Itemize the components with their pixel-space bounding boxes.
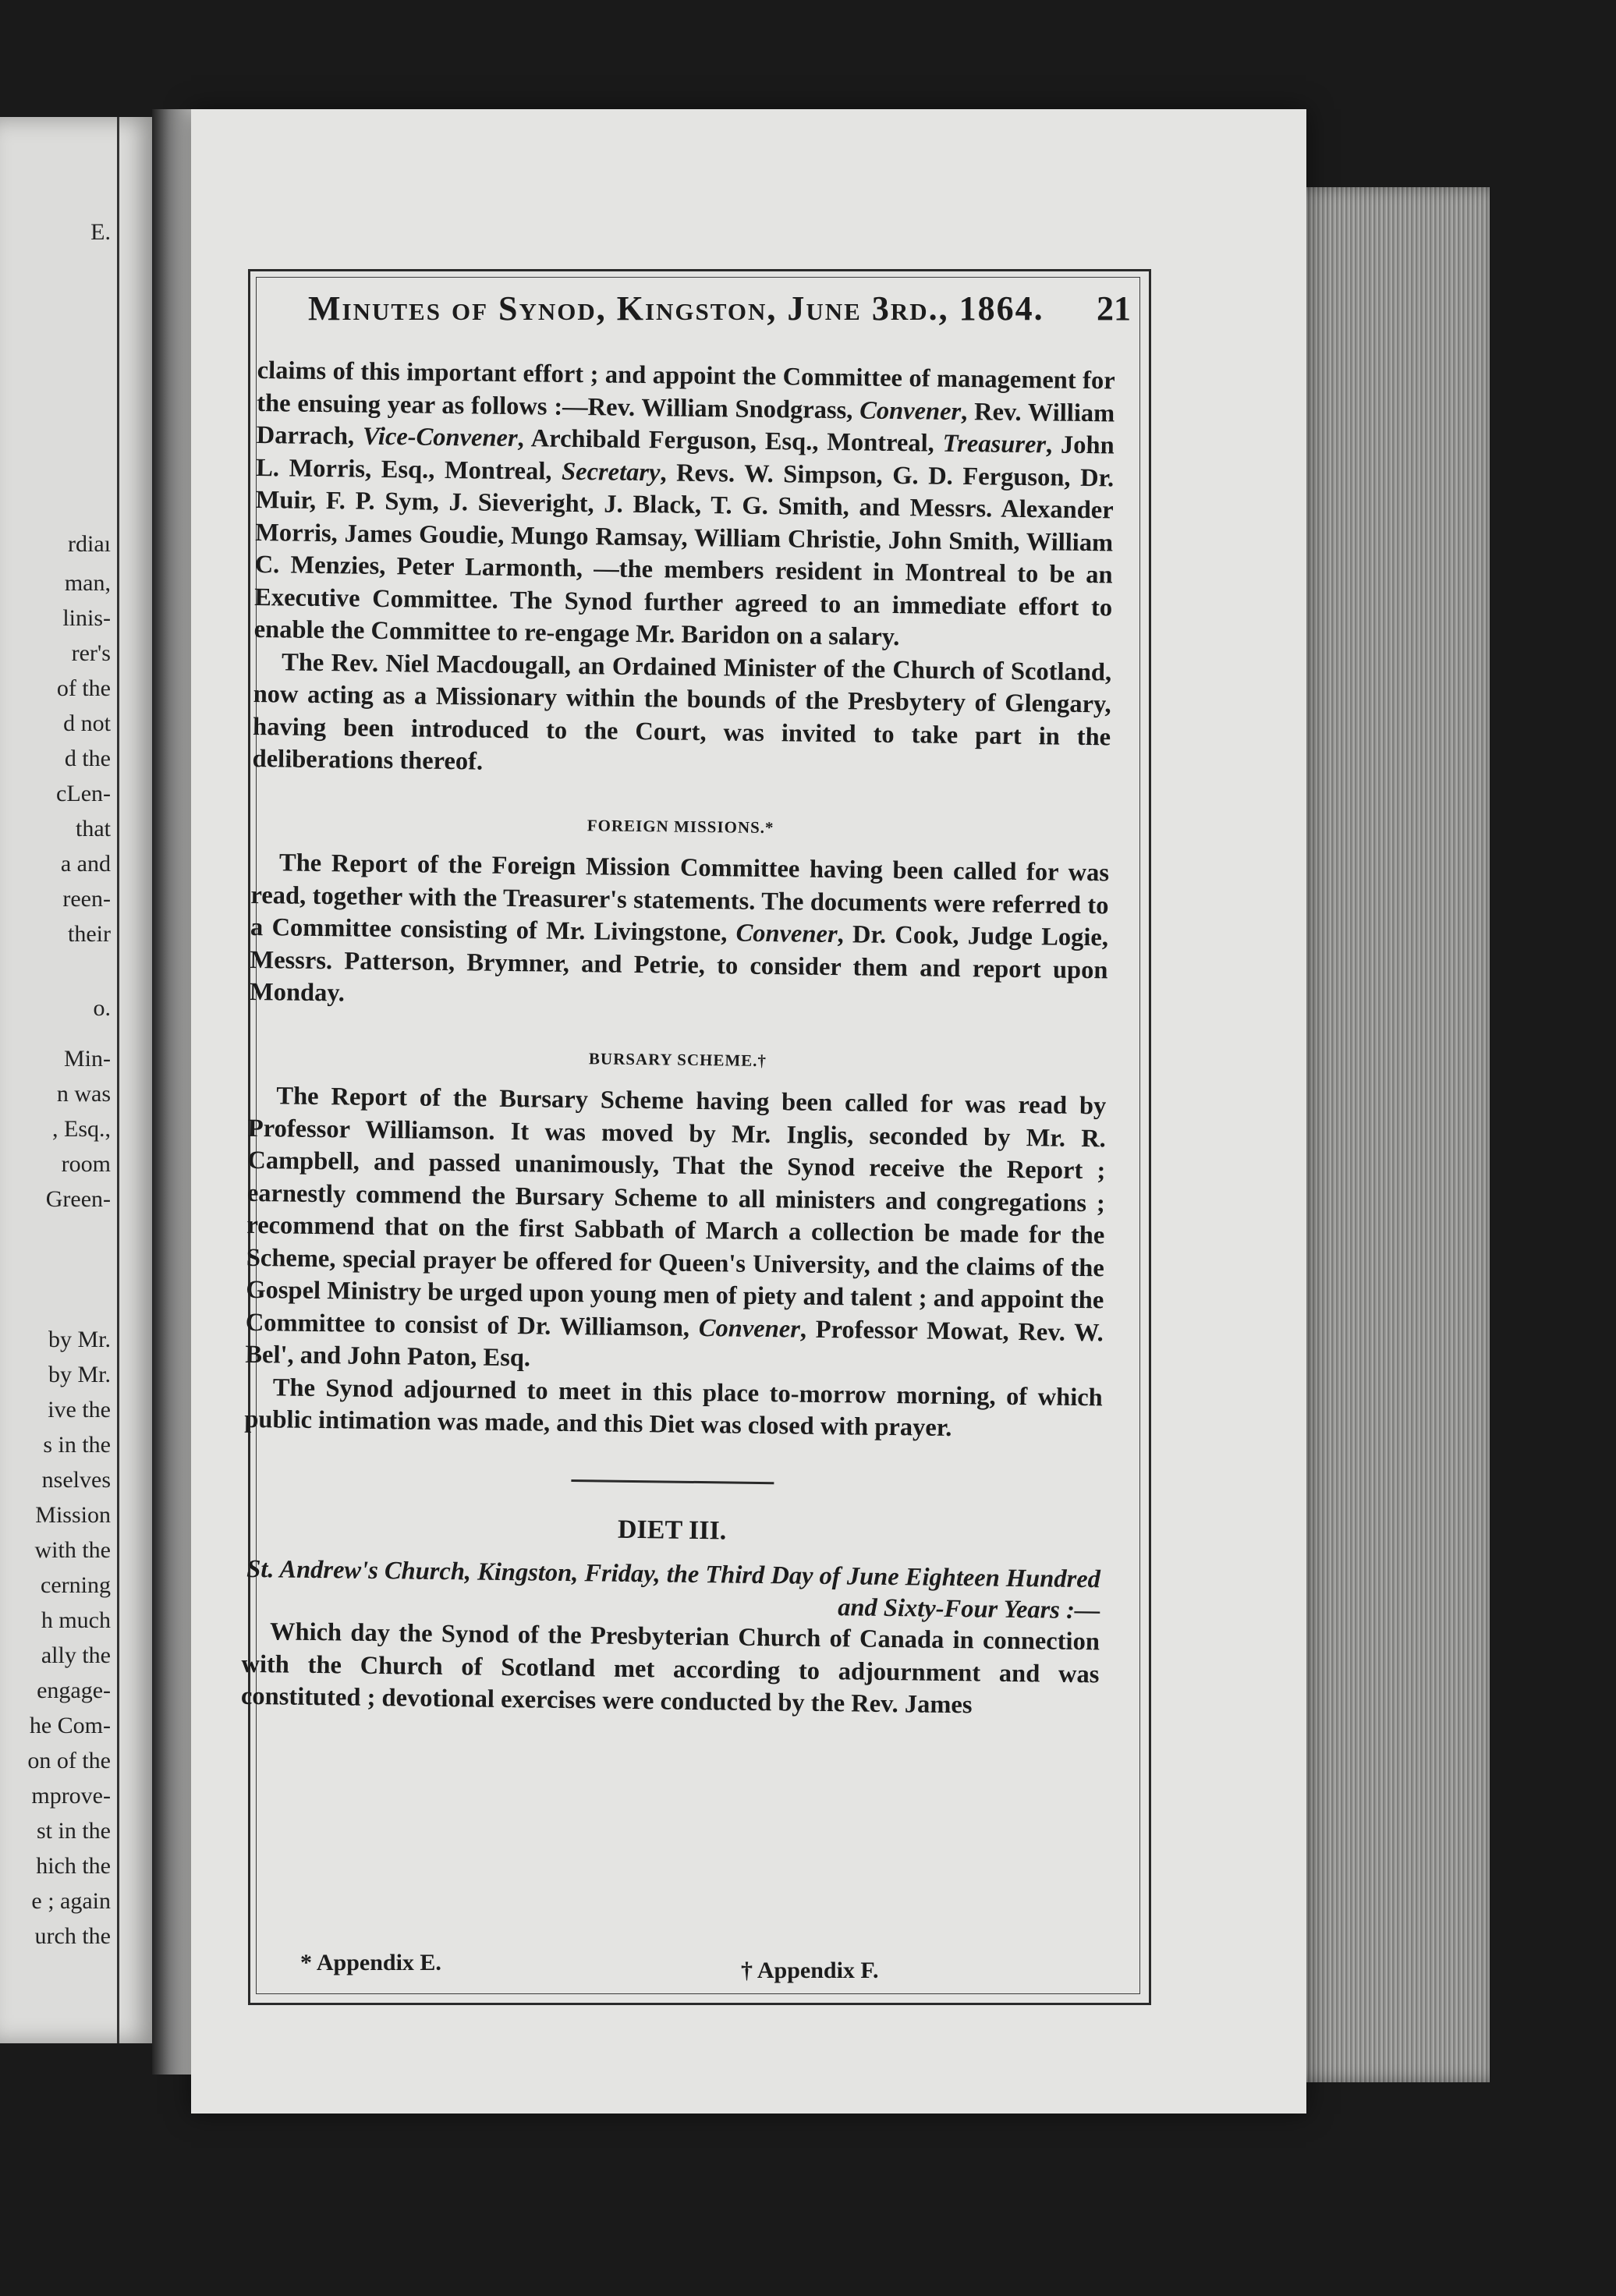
left-page-line: linis-	[62, 605, 111, 631]
paragraph-macdougall: The Rev. Niel Macdougall, an Ordained Minister of the Church of Scotland, now acting as a Missionary within the bounds of the Presbytery of Glengary, having been introduced to the Court, was invited to take part in the deliberations thereof.	[252, 647, 1112, 776]
left-page-line: nselves	[41, 1467, 111, 1493]
paragraph-foreign-missions: The Report of the Foreign Mission Committee having been called for was read, together with the Treasurer's statements. The documents were referred to a Committee consisting of Mr. Livingstone, Convener, Dr. Cook, Judge Logie, Messrs. Patterson, Brymner, and Petrie, to consider them and report upon Monday.	[249, 849, 1110, 1008]
left-page-line: by Mr.	[48, 1362, 111, 1387]
book-page-edge	[1287, 187, 1490, 2082]
left-page-line: he Com-	[29, 1713, 111, 1738]
page-body	[241, 355, 1115, 1724]
heading-foreign-missions: FOREIGN MISSIONS.*	[587, 815, 774, 837]
left-page-line: n was	[56, 1081, 111, 1107]
running-head: Minutes of Synod, Kingston, June 3rd., 1864.	[308, 289, 1044, 328]
left-page-line: that	[76, 816, 111, 842]
left-page-line: their	[68, 921, 111, 947]
book-gutter	[152, 109, 195, 2075]
left-page-line: e ; again	[31, 1888, 111, 1914]
heading-bursary-scheme: BURSARY SCHEME.†	[588, 1048, 767, 1070]
diet-title: DIET III.	[617, 1515, 727, 1545]
left-page-line: o.	[93, 995, 111, 1021]
section-divider	[571, 1479, 774, 1484]
diet-subtitle: St. Andrew's Church, Kingston, Friday, the Third Day of June Eighteen Hundred and Sixty-Four Years :—	[246, 1554, 1101, 1625]
left-page-line: by Mr.	[48, 1327, 111, 1352]
left-page-fragment	[0, 117, 156, 2043]
left-page-line: Min-	[64, 1046, 111, 1072]
left-page-line: cLen-	[56, 781, 111, 806]
paragraph-bursary-scheme: The Report of the Bursary Scheme having been called for was read by Professor Williamson. It was moved by Mr. Inglis, seconded by Mr. R. Campbell, and passed unanimously, That the Synod receive the Report ; earnestly commend the Bursary Scheme to all ministers and congregations ; recommend that on the first Sabbath of March a collection be made for the Scheme, special prayer be offered for Queen's University, and the claims of the Gospel Ministry be urged upon young men of piety and talent ; and appoint the Committee to consist of Dr. Williamson, Convener, Professor Mowat, Rev. W. Bel', and John Paton, Esq.	[245, 1082, 1107, 1373]
left-page-line: Mission	[35, 1502, 111, 1528]
left-page-line: rer's	[71, 640, 111, 666]
left-page-line: urch the	[34, 1923, 111, 1949]
left-page-line: hich the	[36, 1853, 111, 1879]
paragraph-committee: claims of this important effort ; and appoint the Committee of management for the ensuing year as follows :—Rev. William Snodgrass, Convener, Rev. William Darrach, Vice-Convener, Archibald Ferguson, Esq., Montreal, Treasurer, John L. Morris, Esq., Montreal, Secretary, Revs. W. Simpson, G. D. Ferguson, Dr. Muir, F. P. Sym, J. Sieveright, J. Black, T. G. Smith, and Messrs. Alexander Morris, James Goudie, Mungo Ramsay, William Christie, John Smith, William C. Menzies, Peter Larmonth, —the members resident in Montreal to be an Executive Committee. The Synod further agreed to an immediate effort to enable the Committee to re-engage Mr. Baridon on a salary.	[253, 356, 1115, 652]
left-page-line: h much	[41, 1607, 111, 1633]
left-page-line: ive the	[48, 1397, 111, 1423]
left-page-line: ally the	[41, 1642, 111, 1668]
left-page-line: cerning	[41, 1572, 111, 1598]
left-page-line: mprove-	[31, 1783, 111, 1809]
left-page-line: room	[61, 1151, 111, 1177]
left-page-line: , Esq.,	[52, 1116, 111, 1142]
left-page-line: man,	[64, 570, 111, 596]
footnote-appendix-e: * Appendix E.	[300, 1950, 441, 1975]
left-page-line: with the	[34, 1537, 111, 1563]
page-number: 21	[1097, 289, 1131, 328]
left-page-line: engage-	[37, 1678, 111, 1703]
left-page-line: Green-	[45, 1186, 111, 1212]
left-page-line: d the	[64, 746, 111, 771]
left-page-line: reen-	[62, 886, 111, 912]
paragraph-diet-three: Which day the Synod of the Presbyterian Church of Canada in connection with the Church of Scotland met according to adjournment and was constituted ; devotional exercises were conducted by the Rev. James	[240, 1617, 1100, 1720]
left-page-line: on of the	[27, 1748, 111, 1773]
left-page-line: s in the	[43, 1432, 111, 1458]
left-page-line: of the	[56, 675, 111, 701]
left-page-line: a and	[60, 851, 111, 877]
left-page-line: d not	[63, 710, 111, 736]
footnote-appendix-f: † Appendix F.	[741, 1958, 879, 1983]
left-page-line: rdiaı	[68, 531, 111, 557]
paragraph-adjournment: The Synod adjourned to meet in this place to-morrow morning, of which public intimation was made, and this Diet was closed with prayer.	[244, 1373, 1103, 1442]
left-page-line: E.	[90, 219, 111, 245]
left-page-line: st in the	[37, 1818, 111, 1844]
